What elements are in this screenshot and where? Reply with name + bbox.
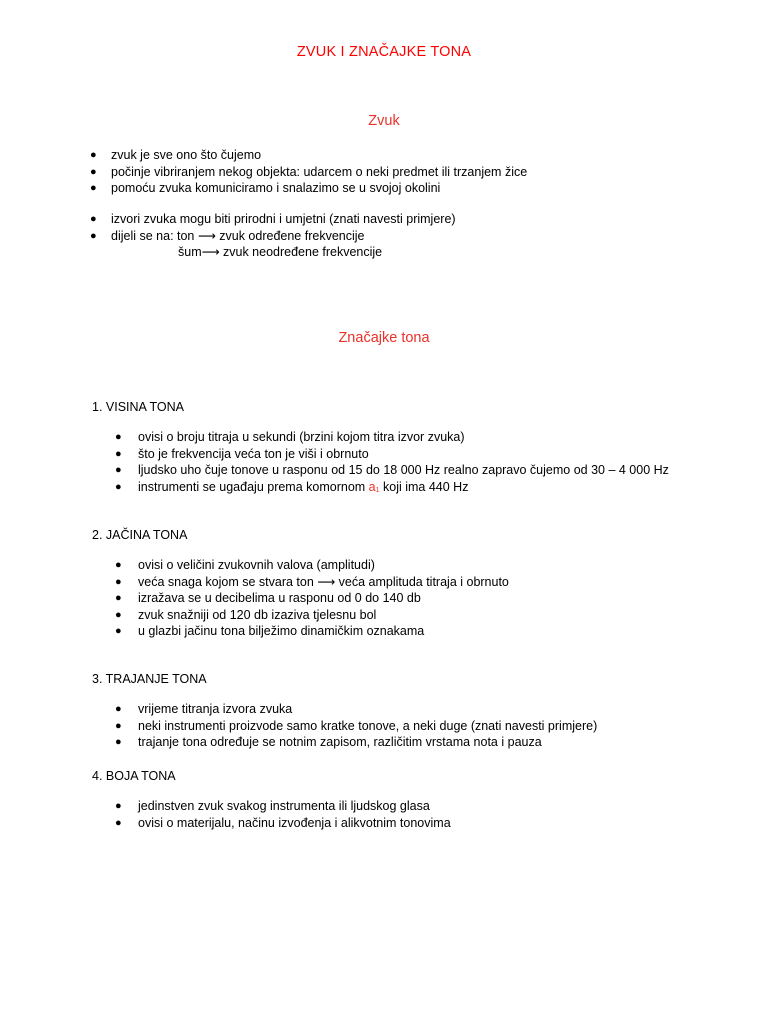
bullet-icon: ● [115,608,122,621]
document-title: ZVUK I ZNAČAJKE TONA [296,44,472,60]
list-item: ● u glazbi jačinu tona bilježimo dinamičkim oznakama [115,624,425,638]
list-item: ● počinje vibriranjem nekog objekta: udarcem o neki predmet ili trzanjem žice [90,164,528,179]
list-item: ● instrumenti se ugađaju prema komornom $a_1$ koji ima 440 Hz [115,479,469,494]
list-item: ● ovisi o veličini zvukovnih valova (amplitudi) [115,558,375,572]
section-heading-zvuk: Zvuk [368,113,400,129]
list-continuation: šum⟶ zvuk neodređene frekvencije [178,245,383,259]
list-item: ● što je frekvencija veća ton je viši i obrnuto [115,446,369,461]
bullet-icon: ● [90,229,97,242]
subsection-heading: 1. VISINA TONA [92,400,184,414]
list-item: ● izražava se u decibelima u rasponu od 0 do 140 db [115,591,421,605]
subsection-heading: 3. TRAJANJE TONA [92,672,207,686]
bullet-icon: ● [90,149,97,161]
trajanje-list [115,701,597,751]
zvuk-list-b [90,211,456,244]
bullet-icon: ● [115,575,122,588]
section-heading-znacajke: Značajke tona [338,330,430,346]
zvuk-list-a [90,147,527,197]
bullet-icon: ● [115,703,122,715]
list-item: ● ovisi o broju titraja u sekundi (brzini kojom titra izvor zvuka) [115,430,465,444]
bullet-icon: ● [90,213,97,225]
jacina-list [115,557,509,640]
bullet-icon: ● [115,431,122,443]
bullet-icon: ● [115,480,122,493]
bullet-icon: ● [115,592,122,604]
list-item: ● pomoću zvuka komuniciramo i snalazimo se u svojoj okolini [90,181,441,195]
boja-list [115,798,451,831]
list-item: ● vrijeme titranja izvora zvuka [115,702,293,716]
list-item: ● veća snaga kojom se stvara ton ⟶ veća amplituda titraja i obrnuto [115,574,509,589]
note-a1: $a_1$ [368,479,380,494]
list-item: ● zvuk snažniji od 120 db izaziva tjelesnu bol [115,607,377,622]
bullet-icon: ● [90,165,97,178]
list-item: ● ovisi o materijalu, načinu izvođenja i alikvotnim tonovima [115,815,451,830]
list-item: ● zvuk je sve ono što čujemo [90,148,262,162]
list-item: ● izvori zvuka mogu biti prirodni i umjetni (znati navesti primjere) [90,212,456,226]
bullet-icon: ● [115,800,122,812]
list-item: ● neki instrumenti proizvode samo kratke tonove, a neki duge (znati navesti primjere) [115,718,598,733]
list-item: ● trajanje tona određuje se notnim zapisom, različitim vrstama nota i pauza [115,735,542,749]
visina-list [115,429,669,495]
bullet-icon: ● [115,464,122,476]
bullet-icon: ● [115,447,122,460]
bullet-icon: ● [115,719,122,732]
list-item: ● ljudsko uho čuje tonove u rasponu od 15 do 18 000 Hz realno zapravo čujemo od 30 – 4 000 Hz [115,463,669,477]
bullet-icon: ● [90,182,97,194]
bullet-icon: ● [115,736,122,748]
subsection-heading: 2. JAČINA TONA [92,528,188,542]
list-item: ● dijeli se na: ton ⟶ zvuk određene frekvencije [90,228,365,243]
list-item: ● jedinstven zvuk svakog instrumenta ili ljudskog glasa [115,799,430,813]
bullet-icon: ● [115,625,122,637]
bullet-icon: ● [115,559,122,571]
bullet-icon: ● [115,816,122,829]
subsection-heading: 4. BOJA TONA [92,769,176,783]
